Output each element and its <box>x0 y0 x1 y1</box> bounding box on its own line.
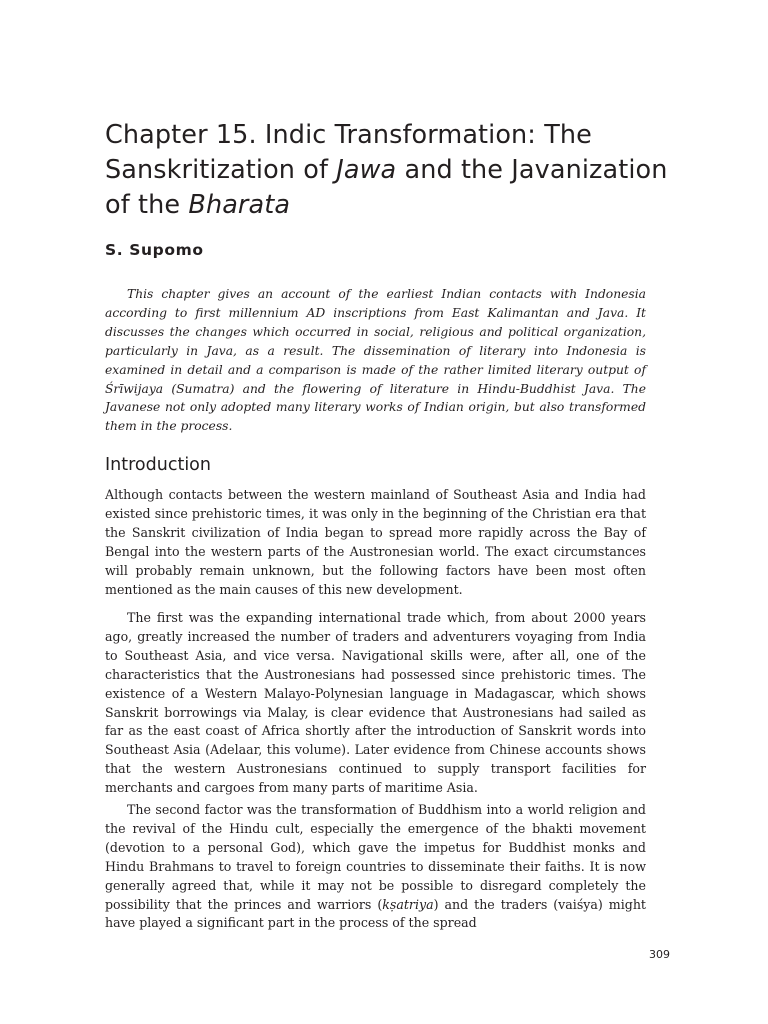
body-paragraph-3 <box>105 801 646 933</box>
page-number: 309 <box>649 948 670 961</box>
chapter-abstract: This chapter gives an account of the earliest Indian contacts with Indonesia according to first millennium AD inscriptions from East Kalimantan and Java. It discusses the changes which occurred in social, religious and political organization, particularly in Java, as a result. The dissemination of literary into Indonesia is examined in detail and a comparison is made of the rather limited literary output of Śrīwijaya (Sumatra) and the flowering of literature in Hindu-Buddhist Java. The Javanese not only adopted many literary works of Indian origin, but also transformed them in the process. <box>105 287 646 434</box>
chapter-title-part: Chapter 15. Indic Transformation: The Sanskritization of <box>105 120 592 185</box>
body-paragraph-1: Although contacts between the western mainland of Southeast Asia and India had existed since prehistoric times, it was only in the beginning of the Christian era that the Sanskrit civilization of India began to spread more rapidly across the Bay of Bengal into the western parts of the Austronesian world. The exact circumstances will probably remain unknown, but the following factors have been most often mentioned as the main causes of this new development. <box>105 487 646 597</box>
chapter-title-part: and the Javanization of the <box>105 155 668 220</box>
body-paragraph-3-text: The second factor was the transformation of Buddhism into a world religion and the revival of the Hindu cult, especially the emergence of the bhakti movement (devotion to a personal God), which gave the impetus for Buddhist monks and Hindu Brahmans to travel to foreign countries to disseminate their faiths. It is now generally agreed that, while it may not be possible to disregard completely the possibility that the princes and warriors ( <box>105 802 646 912</box>
author-name: S. Supomo <box>105 241 204 259</box>
chapter-title <box>105 118 685 223</box>
chapter-title-italic-bharata: Bharata <box>188 190 291 220</box>
body-paragraph-3-text: ) and the traders (vaiśya) might have played a significant part in the process of the spread <box>105 896 646 931</box>
body-paragraph-2: The first was the expanding international trade which, from about 2000 years ago, greatly increased the number of traders and adventurers voyaging from India to Southeast Asia, and vice versa. Navigational skills were, after all, one of the characteristics that the Austronesians had possessed since prehistoric times. The existence of a Western Malayo-Polynesian language in Madagascar, which shows Sanskrit borrowings via Malay, is clear evidence that Austronesians had sailed as far as the east coast of Africa shortly after the introduction of Sanskrit words into Southeast Asia (Adelaar, this volume). Later evidence from Chinese accounts shows that the western Austronesians continued to supply transport facilities for merchants and cargoes from many parts of maritime Asia. <box>105 610 646 796</box>
section-heading-introduction: Introduction <box>105 455 211 475</box>
italic-term-ksatriya: kṣatriya <box>382 896 434 912</box>
chapter-title-italic-jawa: Jawa <box>336 155 397 185</box>
